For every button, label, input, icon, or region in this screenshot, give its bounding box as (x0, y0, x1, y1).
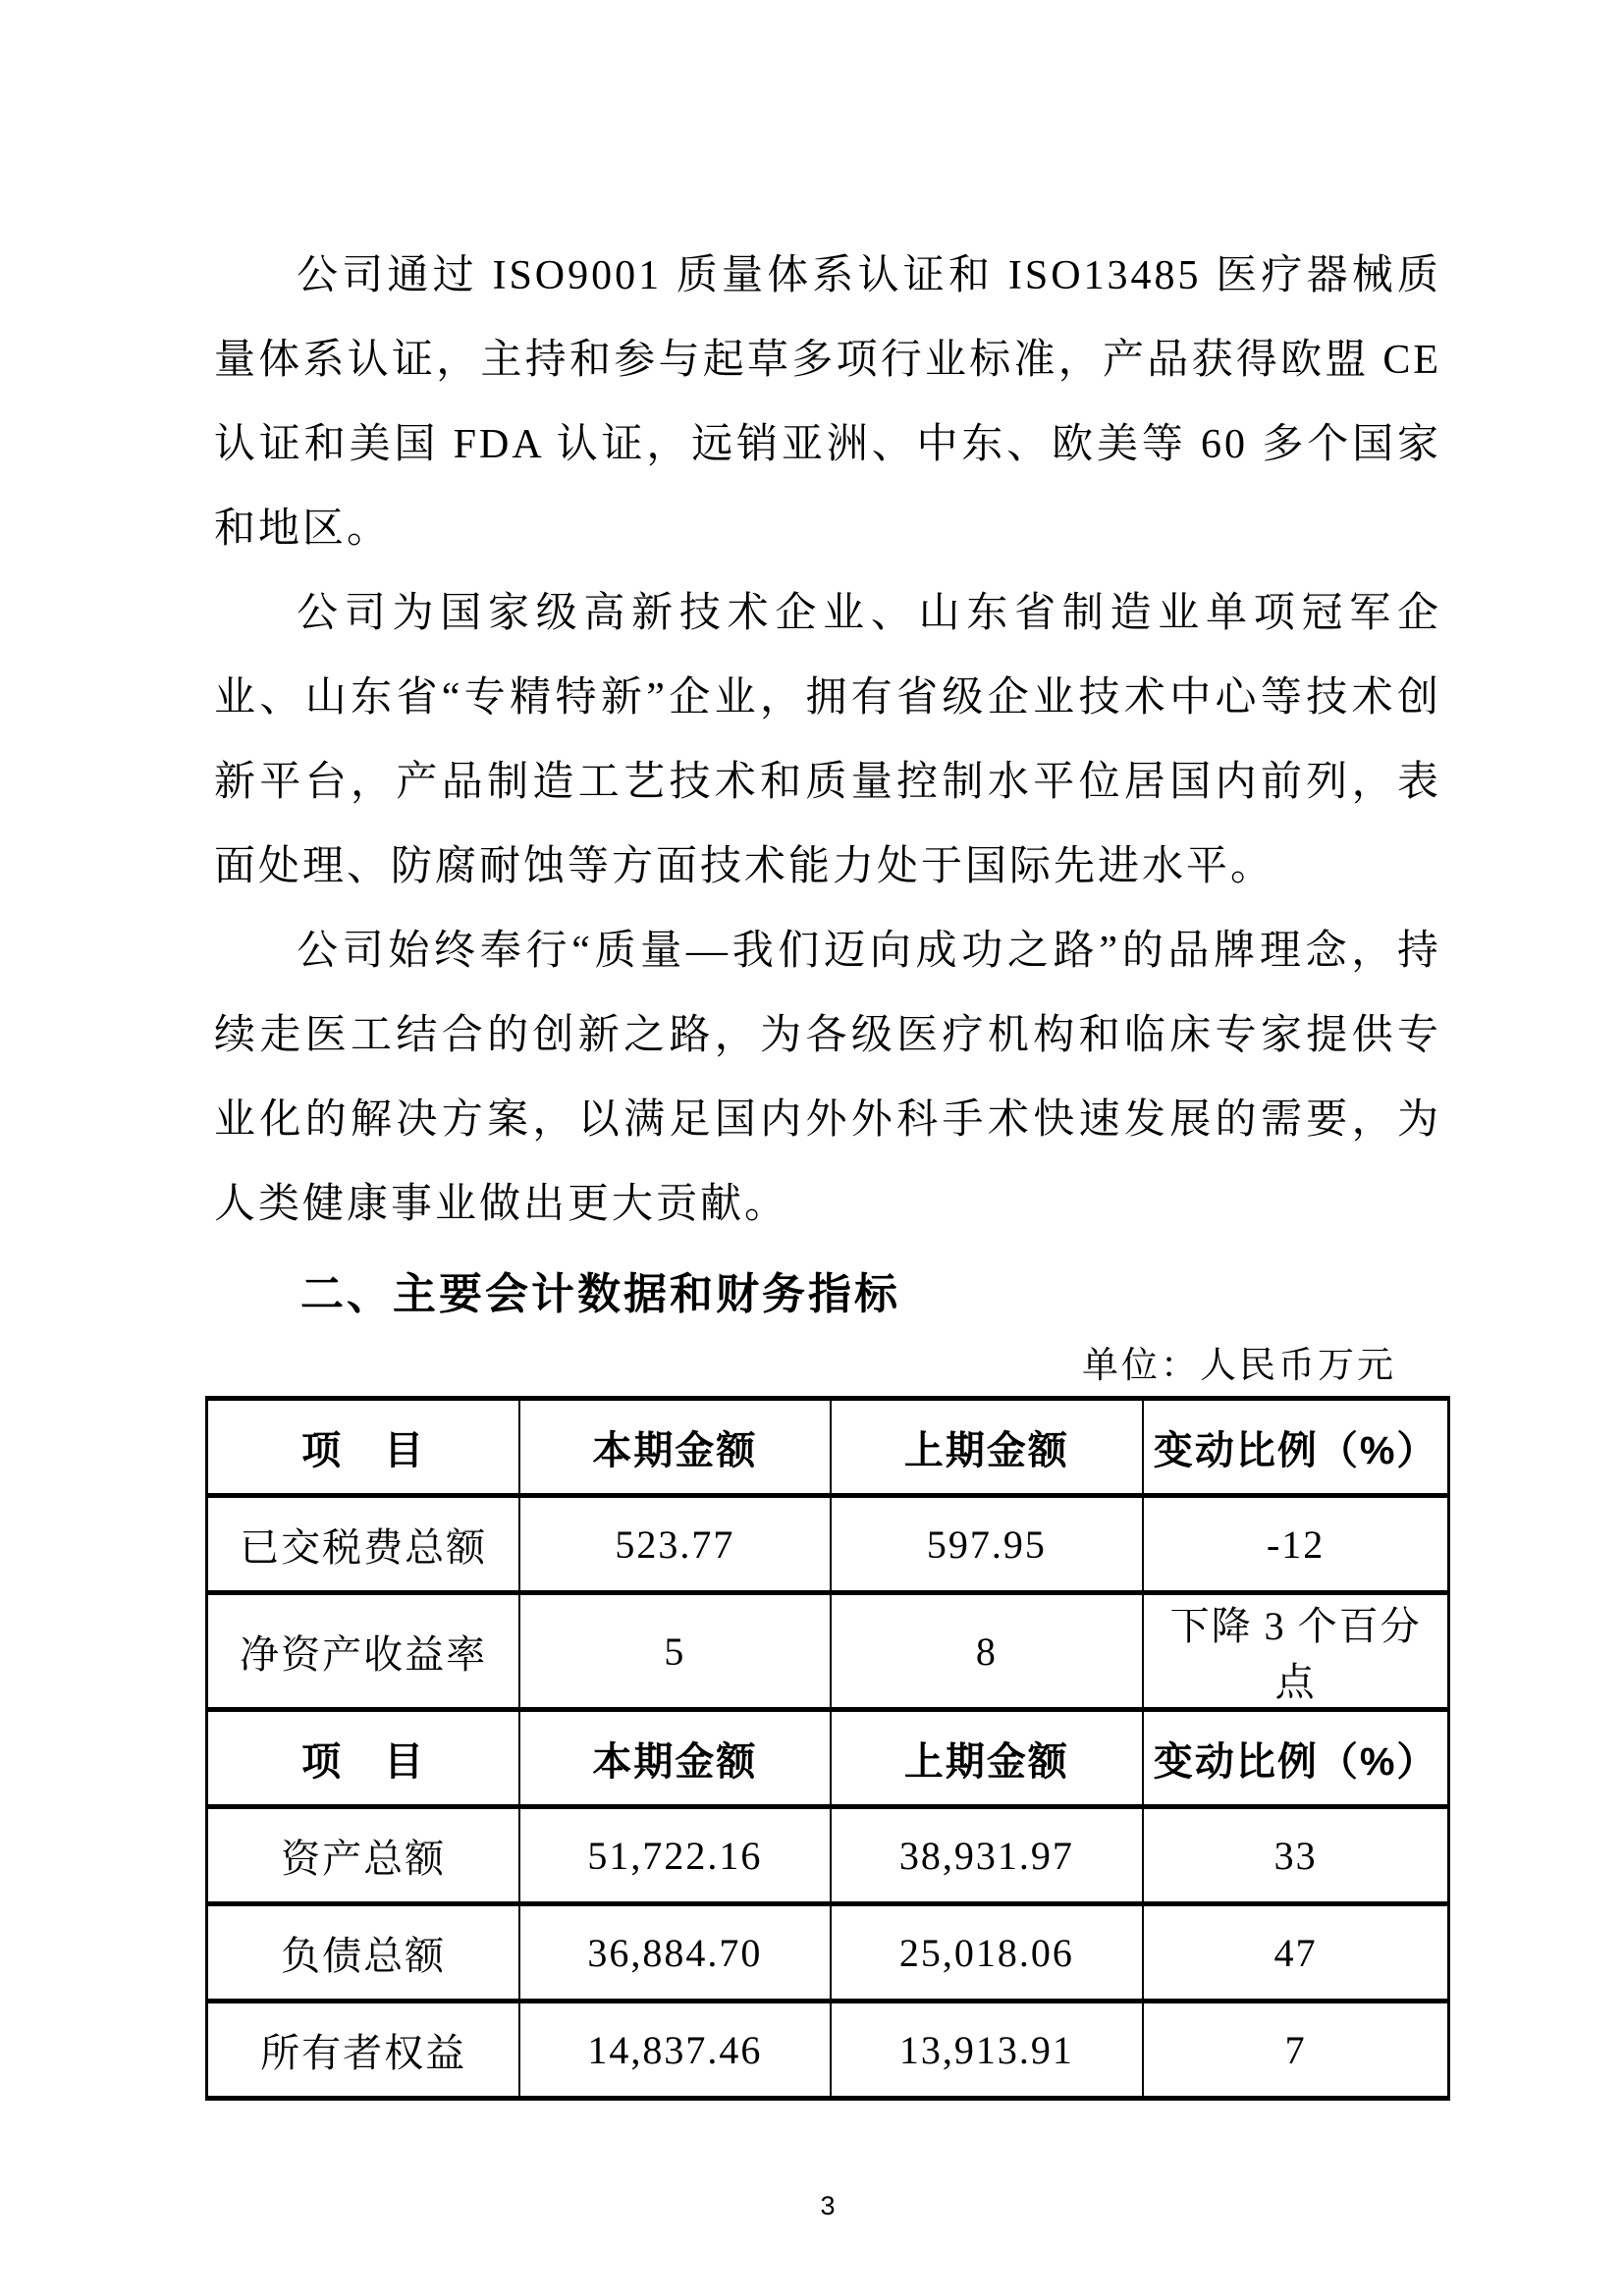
table-row-taxes-paid (207, 1496, 1449, 1593)
table-header-row-2 (207, 1710, 1449, 1807)
cell-current: 51,722.16 (519, 1807, 830, 1904)
cell-current: 523.77 (519, 1496, 830, 1593)
header-cell-item: 项 目 (207, 1710, 520, 1807)
cell-item: 已交税费总额 (207, 1496, 520, 1593)
cell-item: 净资产收益率 (207, 1593, 520, 1710)
table-unit-note: 单位：人民币万元 (1082, 1346, 1396, 1386)
cell-previous: 597.95 (831, 1496, 1144, 1593)
table-header-row (207, 1399, 1449, 1496)
cell-previous: 25,018.06 (831, 1904, 1144, 2002)
cell-change: 7 (1143, 2002, 1448, 2099)
header-cell-previous: 上期金额 (831, 1710, 1144, 1807)
cell-item: 所有者权益 (207, 2002, 520, 2099)
paragraph-certifications: 公司通过 ISO9001 质量体系认证和 ISO13485 医疗器械质量体系认证，主持和参与起草多项行业标准，产品获得欧盟 CE 认证和美国 FDA 认证，远销亚洲、中东、欧美等 60 多个国家和地区。 (214, 253, 1441, 552)
table-row-owners-equity (207, 2002, 1449, 2099)
paragraph-enterprise-honors: 公司为国家级高新技术企业、山东省制造业单项冠军企业、山东省“专精特新”企业，拥有省级企业技术中心等技术创新平台，产品制造工艺技术和质量控制水平位居国内前列，表面处理、防腐耐蚀等方面技术能力处于国际先进水平。 (214, 591, 1441, 889)
header-cell-change: 变动比例（%） (1143, 1710, 1448, 1807)
financial-indicators-table (205, 1396, 1450, 2101)
cell-change: -12 (1143, 1496, 1448, 1593)
cell-item: 负债总额 (207, 1904, 520, 2002)
header-cell-current: 本期金额 (519, 1710, 830, 1807)
header-cell-item: 项 目 (207, 1399, 520, 1496)
cell-change: 33 (1143, 1807, 1448, 1904)
cell-previous: 38,931.97 (831, 1807, 1144, 1904)
cell-previous: 8 (831, 1593, 1144, 1710)
cell-previous: 13,913.91 (831, 2002, 1144, 2099)
cell-change: 47 (1143, 1904, 1448, 2002)
table-row-total-assets (207, 1807, 1449, 1904)
cell-item: 资产总额 (207, 1807, 520, 1904)
header-cell-current: 本期金额 (519, 1399, 830, 1496)
header-cell-change: 变动比例（%） (1143, 1399, 1448, 1496)
cell-current: 5 (519, 1593, 830, 1710)
cell-current: 36,884.70 (519, 1904, 830, 2002)
table-row-total-liabilities (207, 1904, 1449, 2002)
cell-current: 14,837.46 (519, 2002, 830, 2099)
header-cell-previous: 上期金额 (831, 1399, 1144, 1496)
cell-change: 下降 3 个百分点 (1143, 1593, 1448, 1710)
paragraph-brand-philosophy: 公司始终奉行“质量—我们迈向成功之路”的品牌理念，持续走医工结合的创新之路，为各级医疗机构和临床专家提供专业化的解决方案，以满足国内外外科手术快速发展的需要，为人类健康事业做出更大贡献。 (214, 929, 1441, 1227)
section-heading: 二、主要会计数据和财务指标 (300, 1270, 900, 1318)
table-row-roe (207, 1593, 1449, 1710)
page-number: 3 (820, 2191, 836, 2220)
